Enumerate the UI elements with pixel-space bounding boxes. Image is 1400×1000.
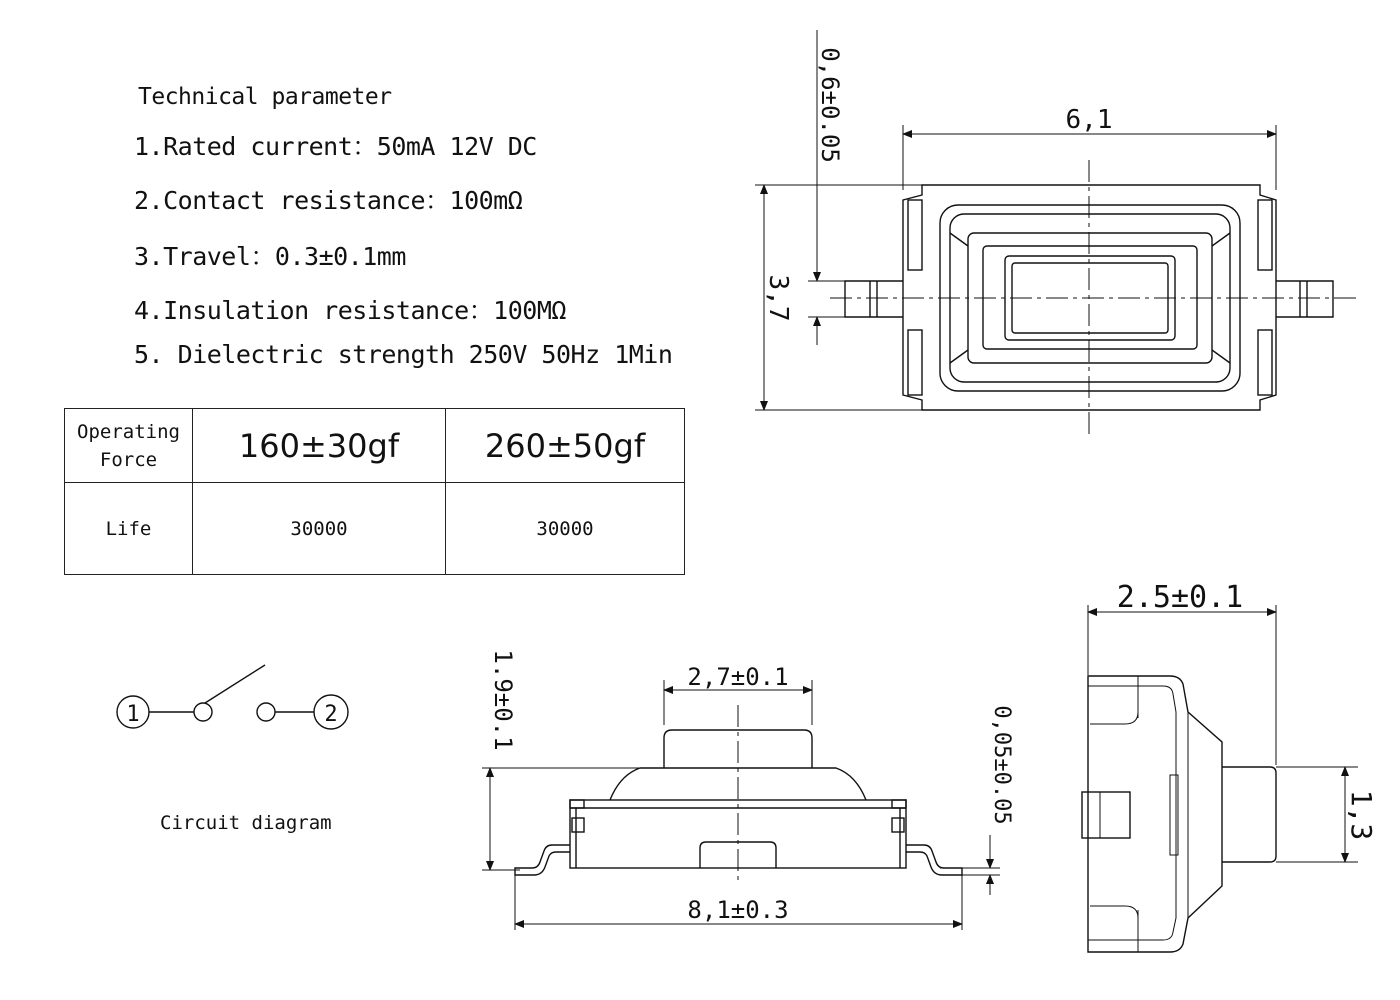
circuit-caption: Circuit diagram bbox=[160, 812, 332, 834]
parameters-title: Technical parameter bbox=[138, 84, 392, 110]
dim-label-top-lead: 0,6±0.05 bbox=[816, 47, 844, 163]
dim-label-side-actuator: 2,7±0.1 bbox=[687, 663, 789, 691]
parameter-travel: 3.Travel：0.3±0.1mm bbox=[134, 242, 406, 271]
parameter-contact-resistance: 2.Contact resistance：100mΩ bbox=[134, 186, 523, 215]
side-lead-right bbox=[906, 845, 962, 875]
dim-label-side-height: 1.9±0.1 bbox=[489, 649, 517, 751]
parameter-insulation-resistance: 4.Insulation resistance：100MΩ bbox=[134, 296, 566, 325]
life-value-1: 30000 bbox=[193, 483, 446, 575]
operating-force-label-line1: Operating bbox=[77, 420, 180, 443]
end-actuator bbox=[1222, 767, 1276, 862]
pin-2-label: 2 bbox=[324, 702, 338, 727]
parameter-rated-current: 1.Rated current：50mA 12V DC bbox=[134, 132, 537, 161]
top-view bbox=[755, 30, 1360, 435]
end-view bbox=[1082, 605, 1358, 952]
dim-label-top-height: 3,7 bbox=[763, 274, 793, 322]
dim-label-end-width: 2.5±0.1 bbox=[1116, 580, 1244, 615]
circuit-diagram bbox=[117, 665, 348, 729]
switch-lever bbox=[205, 665, 265, 703]
force-value-1: 160±30gf bbox=[193, 409, 446, 483]
operating-force-label-line2: Force bbox=[99, 448, 158, 471]
end-lead bbox=[1082, 792, 1130, 838]
lead-left bbox=[845, 281, 903, 317]
dim-label-side-lead: 0,05±0.05 bbox=[989, 705, 1014, 825]
side-lead-left bbox=[515, 845, 570, 875]
lead-right bbox=[1276, 281, 1333, 317]
parameter-dielectric-strength: 5. Dielectric strength 250V 50Hz 1Min bbox=[134, 340, 673, 369]
dim-label-side-overall: 8,1±0.3 bbox=[687, 896, 789, 924]
switch-contact-right bbox=[257, 703, 275, 721]
dim-label-top-width: 6,1 bbox=[1065, 105, 1113, 135]
switch-contact-left bbox=[194, 703, 212, 721]
side-view bbox=[482, 680, 1000, 930]
end-body bbox=[1088, 676, 1222, 952]
pin-1-label: 1 bbox=[126, 702, 140, 727]
life-value-2: 30000 bbox=[446, 483, 685, 575]
life-label: Life bbox=[65, 483, 193, 575]
dim-label-end-actuator: 1,3 bbox=[1345, 789, 1378, 841]
force-value-2: 260±50gf bbox=[446, 409, 685, 483]
